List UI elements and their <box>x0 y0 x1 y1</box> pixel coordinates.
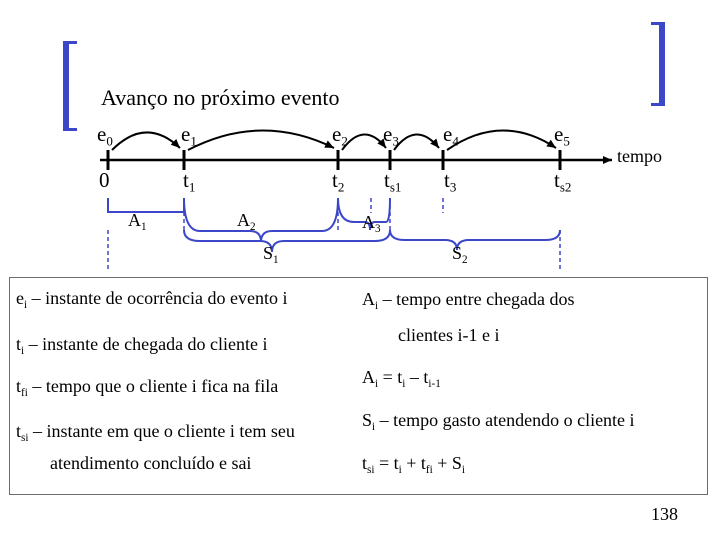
label-e4: $e_4$ <box>443 122 459 149</box>
arc-e4-e5 <box>447 130 556 150</box>
label-e3: $e_3$ <box>383 122 399 149</box>
label-a1: $A_1$ <box>128 210 147 233</box>
dashed-guides <box>108 198 560 272</box>
label-e1: $e_1$ <box>181 122 197 149</box>
definition-e: $e_i$ – instante de ocorrência do evento i <box>16 288 288 311</box>
label-time-0: 0 <box>99 168 110 192</box>
label-s1: $S_1$ <box>263 243 279 266</box>
label-t3: $t_3$ <box>444 168 457 195</box>
page-number: 138 <box>651 504 678 524</box>
definition-s: $S_i$ – tempo gasto atendendo o cliente i <box>362 410 635 433</box>
definition-t: $t_i$ – instante de chegada do cliente i <box>16 334 268 357</box>
brace-s2 <box>390 230 560 250</box>
bracket-s1-left <box>100 268 108 272</box>
arc-e2-e3 <box>342 134 386 150</box>
brace-s1 <box>184 230 390 252</box>
label-e0: $e_0$ <box>97 122 113 149</box>
label-ts2: $t_{s2}$ <box>554 168 572 195</box>
arc-e3-e4 <box>394 134 439 150</box>
arc-e1-e2 <box>188 130 334 150</box>
brace-a2 <box>184 198 338 242</box>
definition-tf: $t_{fi}$ – tempo que o cliente i fica na fila <box>16 376 279 399</box>
definition-ts: $t_{si}$ – instante em que o cliente i tem seu <box>16 421 295 444</box>
label-e2: $e_2$ <box>332 122 348 149</box>
label-a2: $A_2$ <box>237 210 256 233</box>
label-s2: $S_2$ <box>452 243 468 266</box>
axis-label-tempo: tempo <box>617 146 662 166</box>
label-e5: $e_5$ <box>554 122 570 149</box>
formula-a: $A_i = t_i - t_{i-1}$ <box>362 367 441 390</box>
label-a3: $A_3$ <box>362 212 381 235</box>
definition-a: $A_i$ – tempo entre chegada dos <box>362 289 575 312</box>
definition-ts-continued: atendimento concluído e sai <box>50 453 252 473</box>
label-t2: $t_2$ <box>332 168 345 195</box>
label-t1: $t_1$ <box>183 168 196 195</box>
label-ts1: $t_{s1}$ <box>384 168 402 195</box>
definition-a-continued: clientes i-1 e i <box>398 325 500 345</box>
formula-ts: $t_{si} = t_i + t_{fi} + S_i$ <box>362 453 465 476</box>
slide-title: Avanço no próximo evento <box>101 85 340 110</box>
arc-e0-e1 <box>112 132 180 150</box>
